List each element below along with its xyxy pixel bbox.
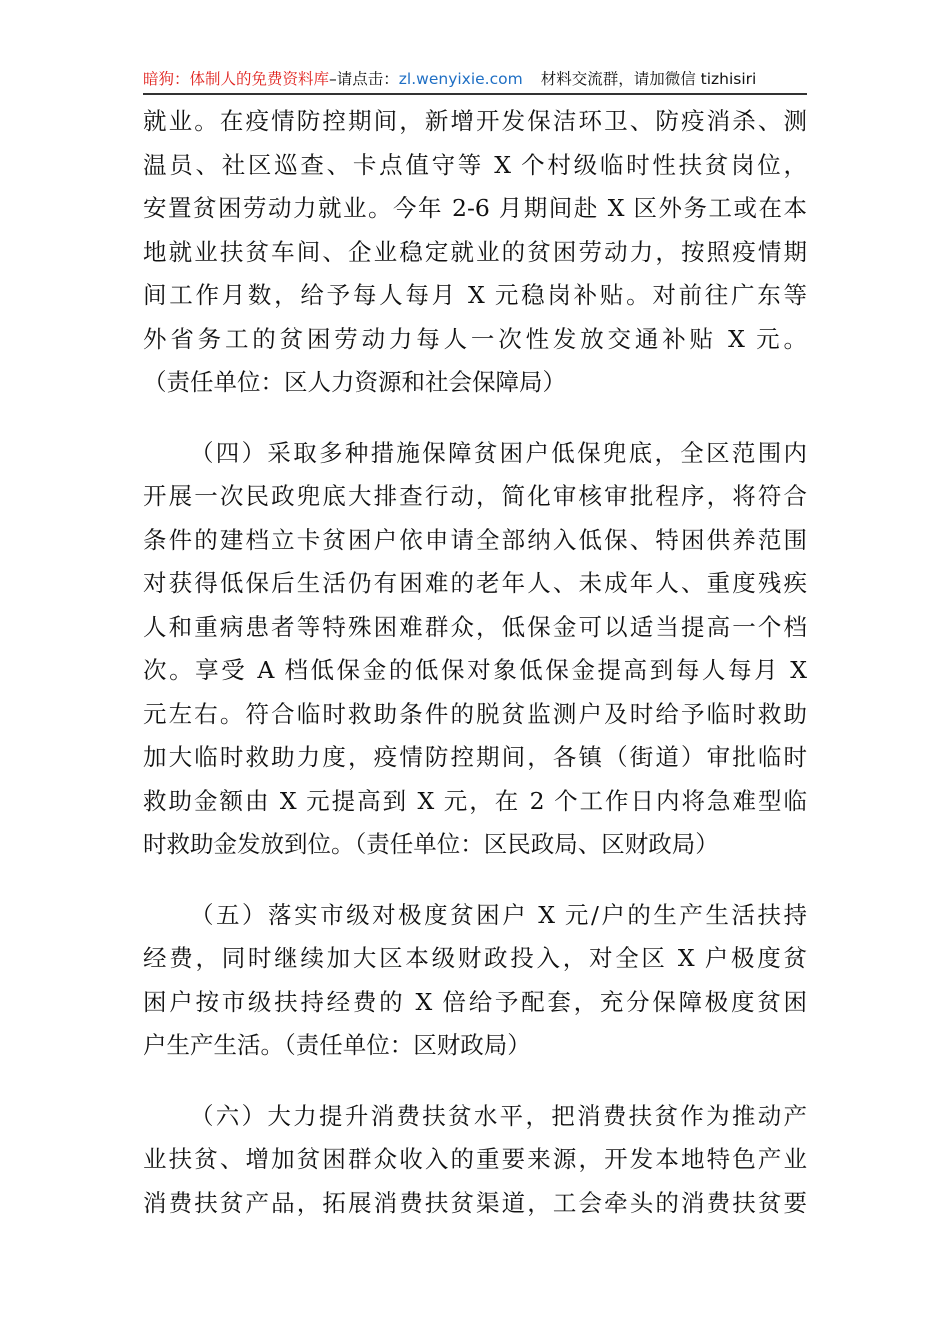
header-brand: 暗狗：体制人的免费资料库 — [143, 70, 330, 88]
text-line: 对获得低保后生活仍有困难的老年人、未成年人、重度残疾 — [143, 569, 807, 597]
text-line: 经费，同时继续加大区本级财政投入，对全区 X 户极度贫 — [143, 944, 807, 972]
text-line: 户生产生活。（责任单位：区财政局） — [143, 1031, 531, 1059]
text-line: （四）采取多种措施保障贫困户低保兜底，全区范围内 — [190, 438, 807, 467]
text-line: 安置贫困劳动力就业。今年 2-6 月期间赴 X 区外务工或在本 — [143, 194, 807, 222]
paragraph-section-5 — [143, 894, 807, 1068]
text-line: 外省务工的贫困劳动力每人一次性发放交通补贴 X 元。 — [143, 324, 807, 353]
text-line: 就业。在疫情防控期间，新增开发保洁环卫、防疫消杀、测 — [143, 107, 807, 135]
text-line: （六）大力提升消费扶贫水平，把消费扶贫作为推动产 — [190, 1101, 807, 1130]
text-line: 困户按市级扶持经费的 X 倍给予配套，充分保障极度贫困 — [143, 987, 807, 1016]
text-line: 消费扶贫产品，拓展消费扶贫渠道，工会牵头的消费扶贫要 — [143, 1188, 807, 1217]
paragraph-section-4 — [143, 432, 807, 867]
document-body — [143, 100, 807, 1225]
text-line: 业扶贫、增加贫困群众收入的重要来源，开发本地特色产业 — [143, 1145, 807, 1173]
text-line: 条件的建档立卡贫困户依申请全部纳入低保、特困供养范围 — [143, 525, 807, 554]
header-group-info: 材料交流群，请加微信 tizhisiri — [540, 70, 757, 88]
text-line: 元左右。符合临时救助条件的脱贫监测户及时给予临时救助 — [143, 699, 807, 728]
header-divider — [143, 93, 807, 95]
text-line: 人和重病患者等特殊困难群众，低保金可以适当提高一个档 — [143, 612, 807, 641]
text-line: 地就业扶贫车间、企业稳定就业的贫困劳动力，按照疫情期 — [143, 237, 807, 266]
text-line: 次。享受 A 档低保金的低保对象低保金提高到每人每月 X — [143, 656, 807, 684]
text-line: （责任单位：区人力资源和社会保障局） — [143, 368, 566, 396]
text-line: 加大临时救助力度，疫情防控期间，各镇（街道）审批临时 — [143, 743, 807, 771]
header-link[interactable]: zl.wenyixie.com — [398, 70, 523, 88]
text-line: 时救助金发放到位。（责任单位：区民政局、区财政局） — [143, 830, 719, 858]
paragraph-section-6 — [143, 1095, 807, 1226]
text-line: 间工作月数，给予每人每月 X 元稳岗补贴。对前往广东等 — [143, 281, 807, 309]
paragraph-employment — [143, 100, 807, 405]
text-line: 救助金额由 X 元提高到 X 元，在 2 个工作日内将急难型临 — [143, 786, 807, 815]
page-header-banner — [143, 66, 807, 92]
text-line: （五）落实市级对极度贫困户 X 元/户的生产生活扶持 — [190, 900, 807, 929]
text-line: 温员、社区巡查、卡点值守等 X 个村级临时性扶贫岗位， — [143, 150, 807, 179]
text-line: 开展一次民政兜底大排查行动，简化审核审批程序，将符合 — [143, 482, 807, 510]
header-prompt: –请点击： — [329, 70, 399, 88]
